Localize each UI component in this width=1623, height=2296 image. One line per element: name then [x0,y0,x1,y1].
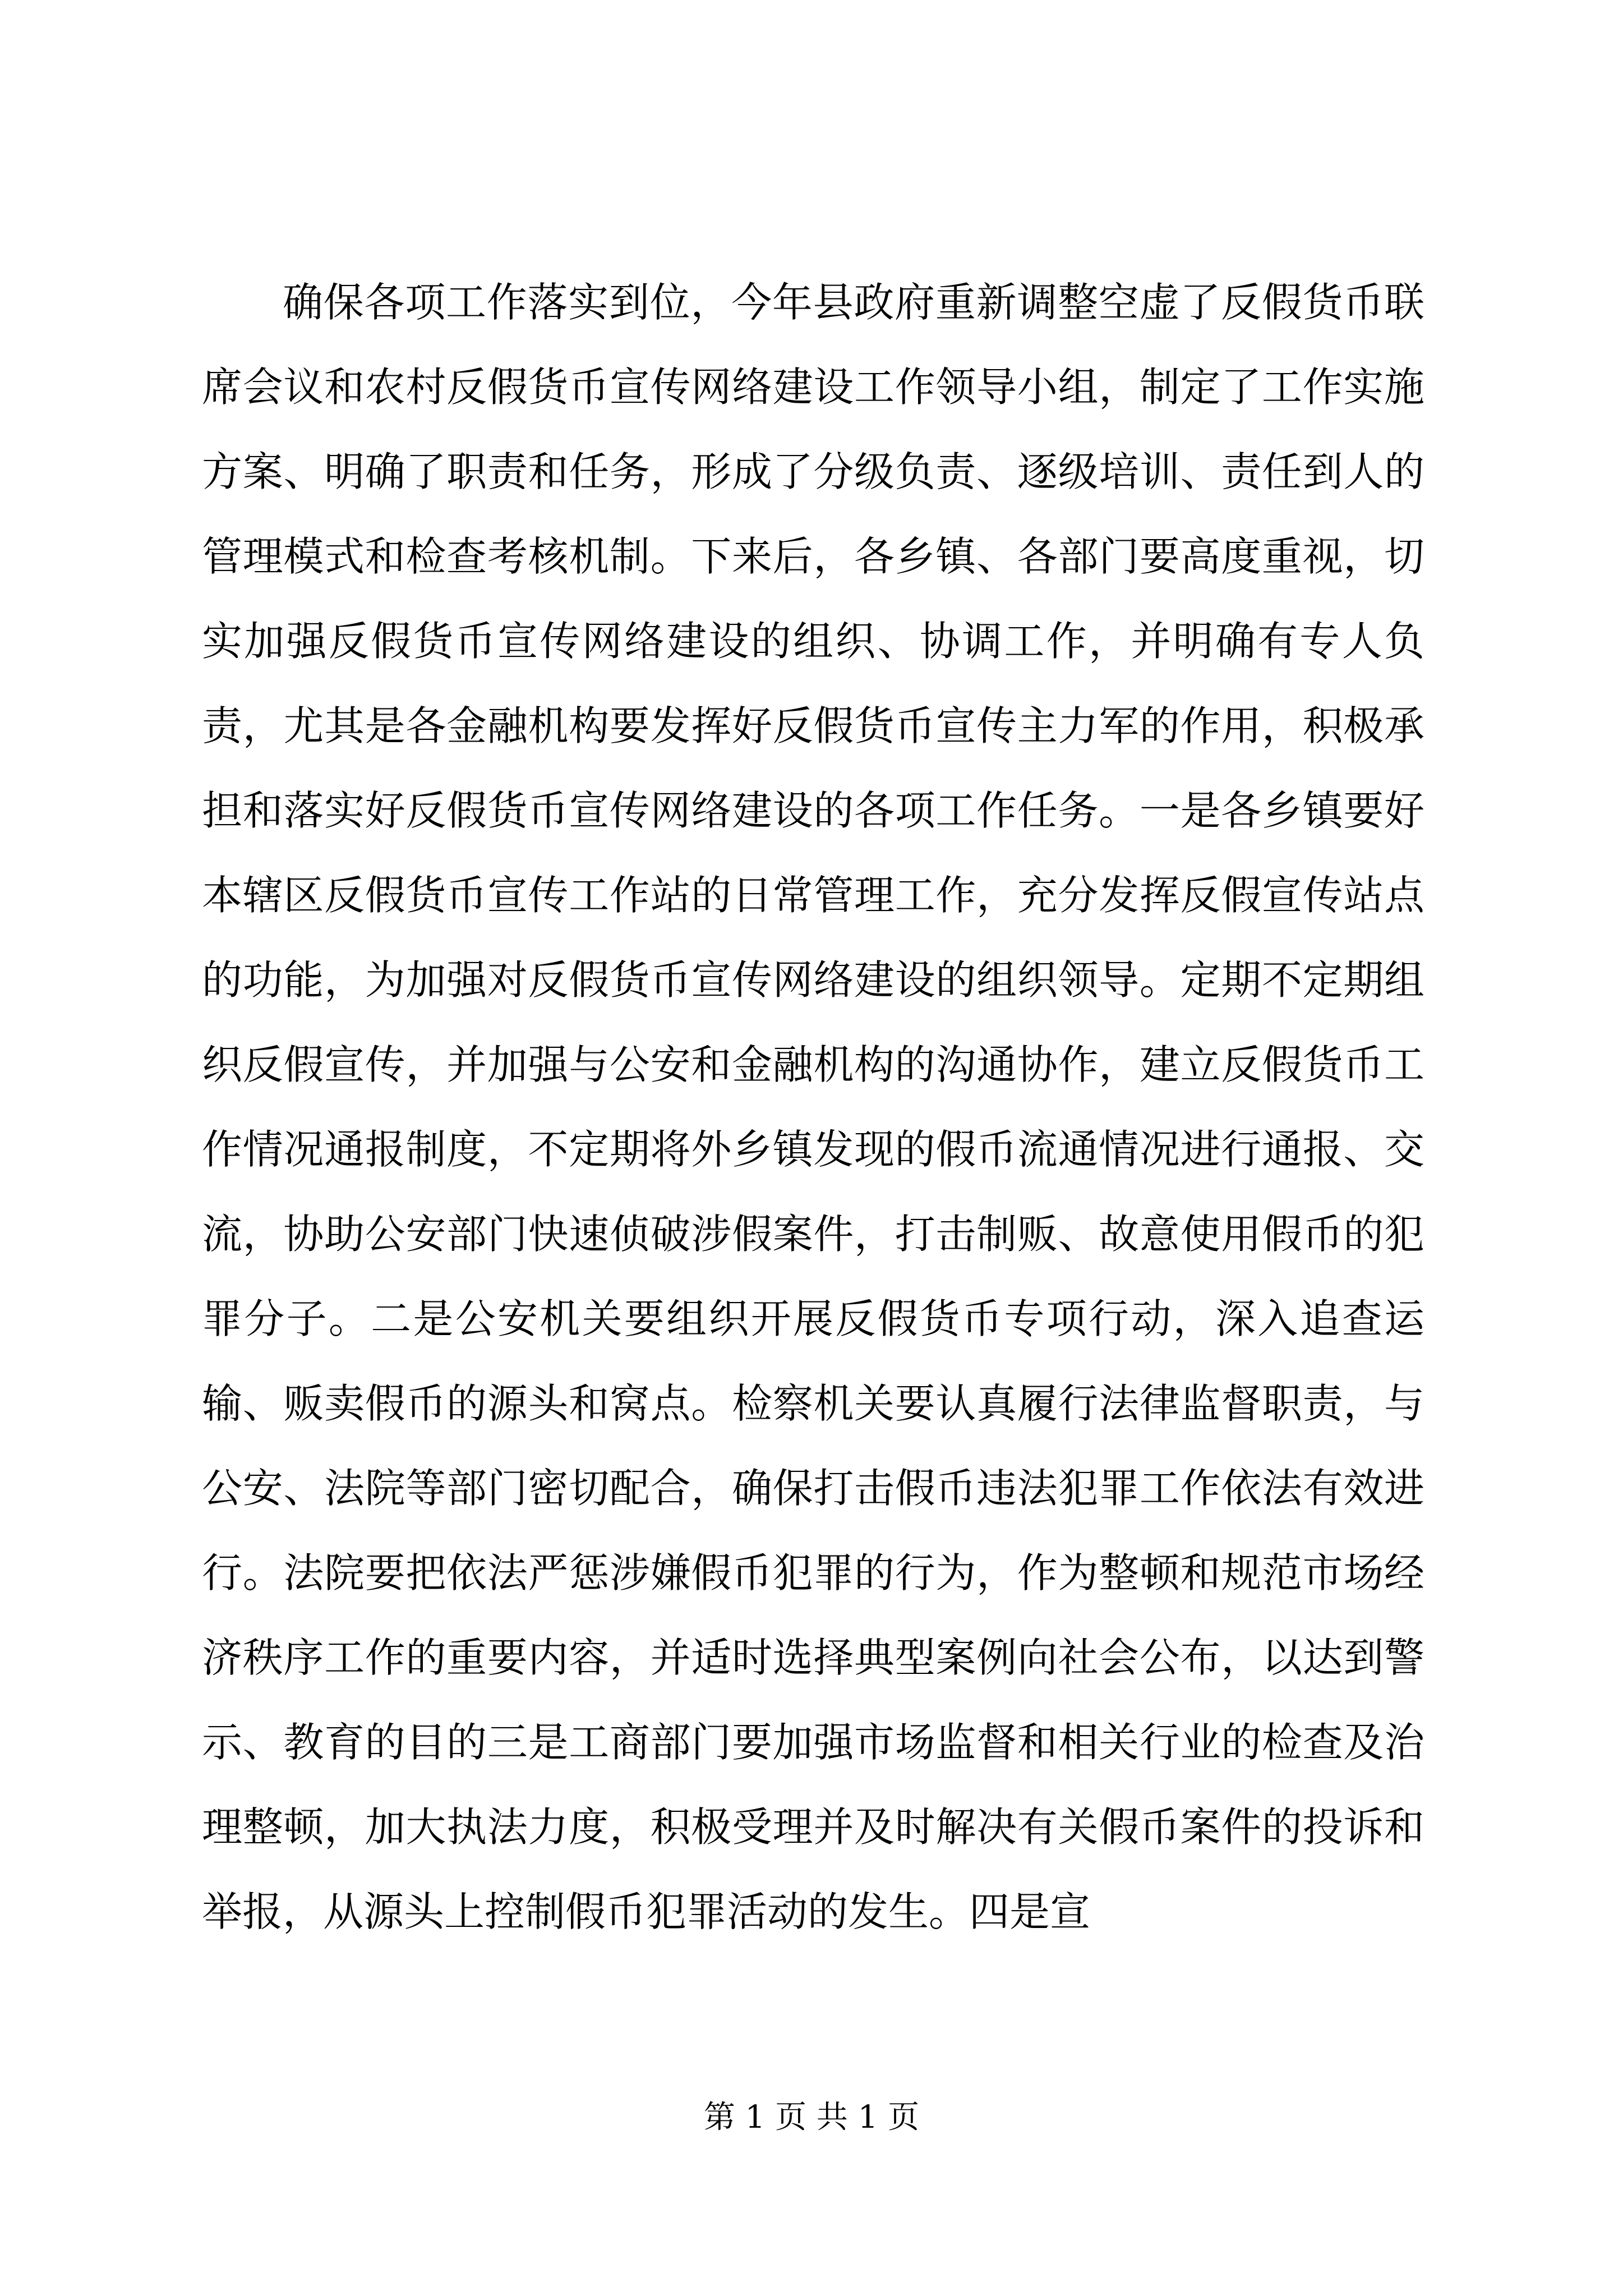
body-paragraph: 确保各项工作落实到位，今年县政府重新调整空虚了反假货币联席会议和农村反假货币宣传网络建设工作领导小组，制定了工作实施方案、明确了职责和任务，形成了分级负责、逐级培训、责任到人的管理模式和检查考核机制。下来后，各乡镇、各部门要高度重视，切实加强反假货币宣传网络建设的组织、协调工作，并明确有专人负责，尤其是各金融机构要发挥好反假货币宣传主力军的作用，积极承担和落实好反假货币宣传网络建设的各项工作任务。一是各乡镇要好本辖区反假货币宣传工作站的日常管理工作，充分发挥反假宣传站点的功能，为加强对反假货币宣传网络建设的组织领导。定期不定期组织反假宣传，并加强与公安和金融机构的沟通协作，建立反假货币工作情况通报制度，不定期将外乡镇发现的假币流通情况进行通报、交流，协助公安部门快速侦破涉假案件，打击制贩、故意使用假币的犯罪分子。二是公安机关要组织开展反假货币专项行动，深入追查运输、贩卖假币的源头和窝点。检察机关要认真履行法律监督职责，与公安、法院等部门密切配合，确保打击假币违法犯罪工作依法有效进行。法院要把依法严惩涉嫌假币犯罪的行为，作为整顿和规范市场经济秩序工作的重要内容，并适时选择典型案例向社会公布，以达到警示、教育的目的三是工商部门要加强市场监督和相关行业的检查及治理整顿，加大执法力度，积极受理并及时解决有关假币案件的投诉和举报，从源头上控制假币犯罪活动的发生。四是宣 [202,279,1424,1935]
page-footer: 第 1 页 共 1 页 [703,2099,920,2136]
